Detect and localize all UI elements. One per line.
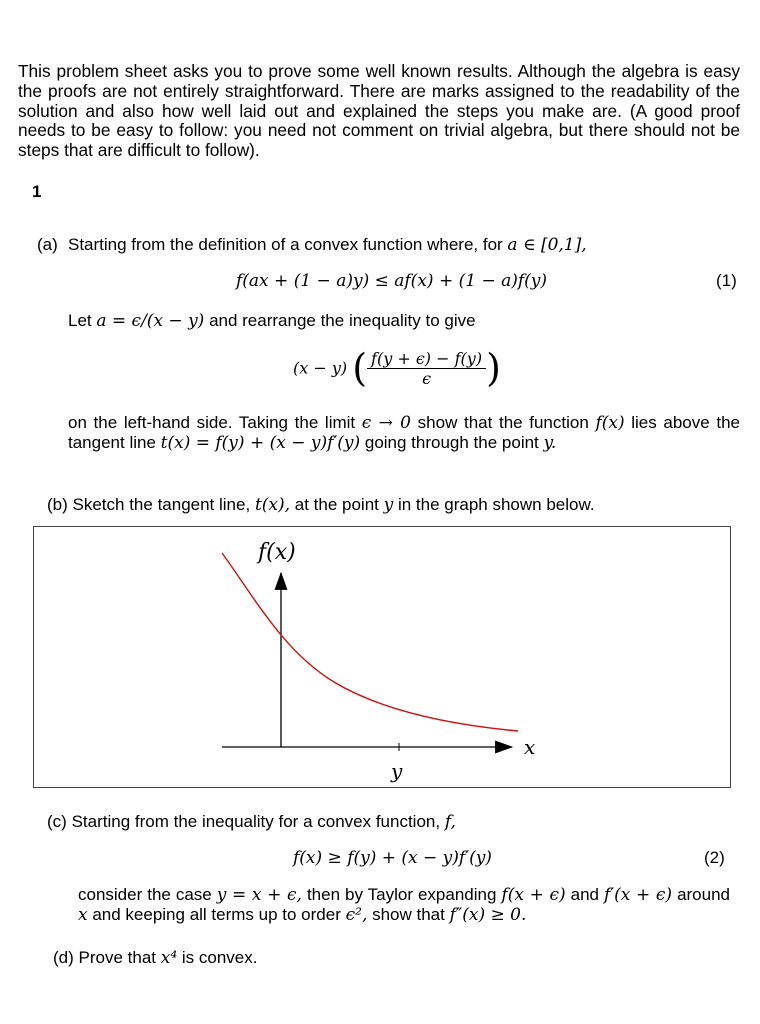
part-b-label: (b) — [47, 495, 68, 514]
part-c-body — [78, 885, 730, 925]
left-paren: ( — [352, 346, 368, 390]
part-a-lead: Starting from the definition of a convex function where, for — [68, 235, 503, 254]
equation-1: f(ax + (1 − a)y) ≤ af(x) + (1 − a)f(y) — [236, 271, 548, 291]
part-c-math-6: f″(x) ≥ 0. — [449, 905, 527, 925]
part-d-label: (d) — [53, 948, 74, 967]
part-c-lead: Starting from the inequality for a convex function, — [71, 812, 441, 831]
tangent-math: t(x) = f(y) + (x − y)f′(y) — [160, 433, 361, 453]
part-c-math-5: ϵ², — [345, 905, 368, 925]
part-d-line — [53, 948, 257, 968]
part-a-conclusion — [68, 413, 740, 453]
fraction-numerator: f(y + ϵ) − f(y) — [367, 349, 486, 369]
part-d-math: x⁴ — [160, 948, 178, 968]
part-a-intro — [68, 235, 587, 255]
part-d-text-1: Prove that — [78, 948, 157, 967]
equation-1-number: (1) — [716, 271, 737, 290]
part-b-math-1: t(x), — [254, 495, 291, 515]
graph-svg — [34, 527, 730, 787]
part-c-text-2: then by Taylor expanding — [306, 885, 497, 904]
equation-2: f(x) ≥ f(y) + (x − y)f′(y) — [293, 848, 492, 868]
part-c-text-4: around — [677, 885, 730, 904]
part-b-text-1: Sketch the tangent line, — [72, 495, 251, 514]
x-axis-label: x — [524, 735, 536, 759]
difference-quotient — [293, 346, 501, 390]
function-curve — [222, 553, 518, 731]
fraction-denominator: ϵ — [422, 368, 432, 388]
y-axis-label: f(x) — [258, 540, 296, 565]
graph-box — [33, 526, 731, 788]
let-text: Let — [68, 311, 92, 330]
point-math: y. — [543, 433, 557, 453]
part-c-math-1: y = x + ϵ, — [216, 885, 302, 905]
part-c-label: (c) — [47, 812, 67, 831]
fraction-prefix: (x − y) — [293, 358, 348, 378]
part-c-text-3: and — [570, 885, 599, 904]
conclusion-text-1: on the left-hand side. Taking the limit — [68, 413, 356, 432]
part-c-text-1: consider the case — [78, 885, 212, 904]
part-c-math-3: f′(x + ϵ) — [603, 885, 673, 905]
part-c-lead-math: f, — [444, 812, 456, 832]
part-c-text-5: and keeping all terms up to order — [92, 905, 341, 924]
part-b-text-3: in the graph shown below. — [397, 495, 595, 514]
conclusion-text-4: going through the point — [364, 433, 539, 452]
function-math: f(x) — [595, 413, 625, 433]
part-d-text-2: is convex. — [181, 948, 258, 967]
part-b-line — [47, 495, 595, 515]
part-b-text-2: at the point — [294, 495, 379, 514]
question-number: 1 — [32, 182, 42, 201]
let-math: a = ϵ/(x − y) — [96, 311, 205, 331]
part-b-math-2: y — [383, 495, 394, 515]
part-a-let-line — [68, 311, 476, 331]
part-c-math-4: x — [78, 905, 88, 925]
let-text-2: and rearrange the inequality to give — [209, 311, 476, 330]
limit-math: ϵ → 0 — [361, 413, 412, 433]
equation-2-number: (2) — [704, 848, 725, 867]
conclusion-text-3: lies above the tangent line — [68, 413, 740, 452]
point-y-label: y — [391, 759, 403, 783]
intro-paragraph: This problem sheet asks you to prove some well known results. Although the algebra is easy the proofs are not entirely straightforward. There are marks assigned to the readability of the solution and also how well laid out and explained the steps you make are. (A good proof needs to be easy to follow: you need not comment on trivial algebra, but there should not be steps that are difficult to follow). — [18, 61, 740, 161]
part-c-math-2: f(x + ϵ) — [501, 885, 566, 905]
part-c-text-6: show that — [372, 905, 445, 924]
conclusion-text-2: show that the function — [417, 413, 589, 432]
part-c-intro — [47, 812, 456, 832]
part-a-condition: a ∈ [0,1], — [507, 235, 587, 255]
right-paren: ) — [486, 346, 501, 390]
part-a-label: (a) — [37, 235, 58, 254]
